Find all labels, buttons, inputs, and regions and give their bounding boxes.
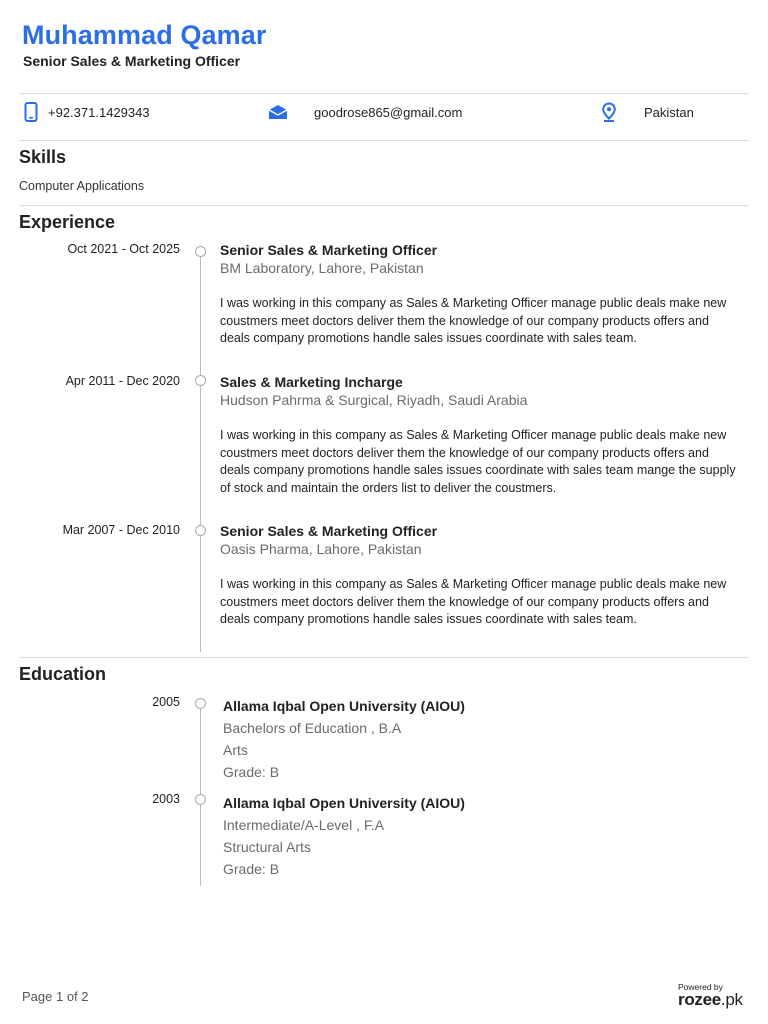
- education-degree: Bachelors of Education , B.A: [223, 720, 402, 736]
- candidate-title: Senior Sales & Marketing Officer: [23, 53, 241, 69]
- experience-dates: Mar 2007 - Dec 2010: [62, 523, 180, 537]
- brand-name: rozee: [678, 990, 721, 1009]
- experience-description: I was working in this company as Sales & Marketing Officer manage public deals make new coustmers meet doctors deliver them the knowledge of our company products offers and deals company promotions handle sales issues coordinate with sales team mange the supply of stock and maintain the orders list to deliver the coustmers.: [220, 428, 736, 495]
- education-grade: Grade: B: [223, 861, 280, 877]
- timeline-dot: [195, 246, 206, 257]
- experience-heading: Experience: [19, 212, 116, 232]
- experience-description: I was working in this company as Sales & Marketing Officer manage public deals make new coustmers meet doctors deliver them the knowledge of our company products offers and deals company promotions handle sales issues coordinate with sales team.: [220, 296, 727, 346]
- brand-suffix: .pk: [720, 990, 743, 1009]
- divider: [19, 140, 749, 141]
- contact-location: [601, 101, 694, 123]
- contact-phone: [24, 101, 150, 123]
- experience-company: Hudson Pahrma & Surgical, Riyadh, Saudi Arabia: [220, 392, 528, 408]
- divider: [19, 93, 749, 94]
- email-address[interactable]: goodrose865@gmail.com: [314, 104, 463, 120]
- experience-title: Senior Sales & Marketing Officer: [220, 523, 438, 539]
- divider: [19, 657, 749, 658]
- timeline-dot: [195, 375, 206, 386]
- location-text: Pakistan: [644, 104, 694, 120]
- experience-dates: Oct 2021 - Oct 2025: [67, 242, 180, 256]
- phone-number[interactable]: +92.371.1429343: [48, 104, 150, 120]
- candidate-name: Muhammad Qamar: [22, 20, 267, 50]
- page-number: Page 1 of 2: [22, 989, 89, 1004]
- powered-by-label: Powered by: [678, 982, 723, 992]
- timeline-dot: [195, 525, 206, 536]
- education-institution: Allama Iqbal Open University (AIOU): [223, 698, 465, 714]
- experience-title: Senior Sales & Marketing Officer: [220, 242, 438, 258]
- education-degree: Intermediate/A-Level , F.A: [223, 817, 385, 833]
- experience-company: Oasis Pharma, Lahore, Pakistan: [220, 541, 422, 557]
- experience-description: I was working in this company as Sales & Marketing Officer manage public deals make new coustmers meet doctors deliver them the knowledge of our company products offers and deals company promotions handle sales issues coordinate with sales team.: [220, 577, 727, 627]
- location-pin-icon: [601, 102, 617, 122]
- skills-heading: Skills: [19, 147, 67, 167]
- education-grade: Grade: B: [223, 764, 280, 780]
- timeline-dot: [195, 698, 206, 709]
- experience-title: Sales & Marketing Incharge: [220, 374, 403, 390]
- education-year: 2003: [152, 792, 180, 806]
- education-field: Structural Arts: [223, 839, 311, 855]
- experience-company: BM Laboratory, Lahore, Pakistan: [220, 260, 424, 276]
- skill-item: Computer Applications: [19, 179, 145, 193]
- education-year: 2005: [152, 695, 180, 709]
- divider: [19, 205, 749, 206]
- education-heading: Education: [19, 664, 107, 684]
- envelope-icon: [268, 102, 288, 122]
- brand-logo: [678, 990, 743, 1010]
- contact-email: [268, 101, 462, 123]
- experience-dates: Apr 2011 - Dec 2020: [65, 374, 180, 388]
- education-field: Arts: [223, 742, 248, 758]
- phone-icon: [24, 102, 40, 122]
- education-institution: Allama Iqbal Open University (AIOU): [223, 795, 465, 811]
- experience-timeline: [200, 252, 201, 652]
- timeline-dot: [195, 794, 206, 805]
